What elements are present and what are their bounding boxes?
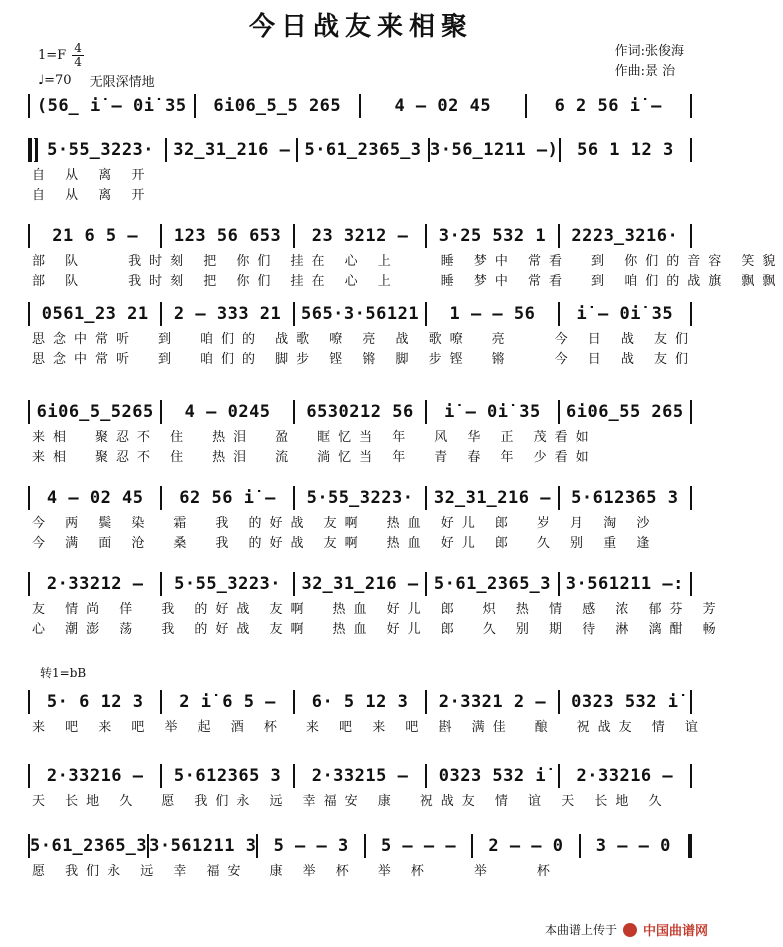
barline	[690, 138, 692, 162]
score-system	[28, 222, 783, 290]
measure: 4 – 02 45	[394, 96, 492, 116]
notation-line	[28, 398, 692, 426]
modulation-marking: 转1=bB	[40, 666, 87, 680]
score-system	[28, 762, 692, 810]
score-system	[28, 398, 692, 466]
score-system	[28, 688, 706, 736]
measure: 4 – 02 45	[46, 488, 144, 508]
barline	[690, 302, 692, 326]
measure: 5·61̲2365̲3	[433, 574, 551, 594]
footer-text: 本曲谱上传于	[544, 923, 617, 937]
measure: 0323 532 i̇	[438, 766, 547, 786]
time-signature-bottom: 4	[74, 55, 82, 69]
barline	[688, 834, 692, 858]
measure: 6i06̲5̲5 265	[213, 96, 342, 116]
measure: 5·55̲3223·	[174, 574, 282, 594]
measure: 5·612365 3	[571, 488, 679, 508]
lyric-line: 今 满 面 沧 桑 我 的好战 友啊 热血 好儿 郎 久 别 重 逢	[32, 536, 658, 551]
lyric-line: 部 队 我时刻 把 你们 挂在 心 上 睡 梦中 常看 到 你们的音容 笑貌	[32, 254, 783, 269]
lyric-line: 部 队 我时刻 把 你们 挂在 心 上 睡 梦中 常看 到 咱们的战旗 飘飘	[32, 274, 783, 289]
lyric-line: 友 情尚 佯 我 的好战 友啊 热血 好儿 郎 炽 热 情 感 浓 郁芬 芳	[32, 602, 724, 617]
measure: 6 2 56 i̇ –	[554, 96, 662, 116]
notation-line	[28, 222, 692, 250]
barline	[690, 764, 692, 788]
barline	[690, 400, 692, 424]
lyric-line: 自 从 离 开	[32, 168, 153, 183]
lyric-line: 天 长地 久 愿 我们永 远 幸福安 康 祝战友 情 谊 天 长地 久	[32, 794, 670, 809]
measure: 2·33216 –	[576, 766, 674, 786]
lyric-line: 今 两 鬓 染 霜 我 的好战 友啊 热血 好儿 郎 岁 月 淘 沙	[32, 516, 658, 531]
credits-block	[615, 42, 684, 82]
measure: 3·25 532 1	[438, 226, 547, 246]
song-title: 今日战友来相聚	[248, 12, 473, 42]
score-system	[28, 136, 692, 204]
measure: 2·33216 –	[46, 766, 144, 786]
barline	[28, 138, 32, 162]
barline	[690, 224, 692, 248]
measure: 2 – – 0	[488, 836, 564, 856]
key-signature: 1=F	[38, 48, 67, 63]
measure: 2 – 333 21	[173, 304, 282, 324]
barline	[690, 690, 692, 714]
lyric-line: 心 潮澎 荡 我 的好战 友啊 热血 好儿 郎 久 别 期 待 淋 漓酣 畅	[32, 622, 724, 637]
lyric-line: 来相 聚忍不 住 热泪 盈 眶忆当 年 风 华 正 茂看如	[32, 430, 597, 445]
measure: 565·3·56121	[300, 304, 420, 324]
measure: 5·55̲3223·	[306, 488, 414, 508]
notation-line	[28, 688, 692, 716]
composer: 作曲:景 治	[614, 64, 676, 79]
notation-line	[28, 136, 692, 164]
lyric-line: 来相 聚忍不 住 热泪 流 淌忆当 年 青 春 年 少看如	[32, 450, 597, 465]
measure: 2·33215 –	[311, 766, 409, 786]
measure: 2 i̇ 6 5 –	[179, 692, 276, 712]
lyricist: 作词:张俊海	[614, 44, 684, 59]
measure: (56̲ i̇ – 0i̇ 35	[36, 96, 187, 116]
measure: 23 3212 –	[311, 226, 409, 246]
notation-line	[28, 570, 692, 598]
barline	[690, 486, 692, 510]
measure: 32̲31̲216 –	[173, 140, 291, 160]
score-system	[28, 832, 692, 880]
measure: 5 – – –	[380, 836, 457, 856]
measure: 5·61̲2365̲3	[304, 140, 422, 160]
measure: 2·33212 –	[46, 574, 144, 594]
measure: 62 56 i̇ –	[179, 488, 276, 508]
measure: 6530212 56	[306, 402, 414, 422]
measure: 5 – – 3	[273, 836, 349, 856]
measure: 3·56̲1211 –)	[430, 140, 559, 160]
measure: 0323 532 i̇	[571, 692, 679, 712]
measure: 4 – 0245	[184, 402, 271, 422]
score-system	[28, 300, 697, 368]
lyric-line: 自 从 离 开	[32, 188, 153, 203]
measure: 6i06̲55 265	[566, 402, 684, 422]
score-system	[28, 570, 724, 638]
measure: 3·561211 –:	[565, 574, 684, 594]
measure: 5·61̲2365̲3	[30, 836, 148, 856]
notation-line	[28, 92, 692, 120]
measure: 5· 6 12 3	[46, 692, 144, 712]
measure: i̇ – 0i̇ 35	[576, 304, 674, 324]
measure: 2·3321 2 –	[438, 692, 547, 712]
measure: 56 1 12 3	[577, 140, 674, 160]
score-system	[28, 484, 692, 552]
key-tempo-block	[38, 42, 155, 90]
notation-line	[28, 300, 692, 328]
measure: 5·55̲3223·	[47, 140, 155, 160]
measure: 32̲31̲216 –	[301, 574, 419, 594]
measure: 1 – – 56	[449, 304, 536, 324]
footer	[545, 920, 708, 939]
measure: 32̲31̲216 –	[433, 488, 551, 508]
time-signature-top: 4	[74, 41, 82, 55]
measure: 6· 5 12 3	[311, 692, 409, 712]
measure: 0561̲23 21	[41, 304, 149, 324]
measure: 3·561211 3	[149, 836, 257, 856]
measure: 2223̲3216·	[571, 226, 679, 246]
lyric-line: 思念中常听 到 咱们的 脚步 铿 锵 脚 步铿 锵 今 日 战 友们	[32, 352, 697, 367]
lyric-line: 愿 我们永 远 幸 福安 康 举 杯 举 杯 举 杯	[32, 864, 558, 879]
measure: 123 56 653	[173, 226, 282, 246]
site-logo-icon	[623, 923, 637, 937]
lyric-line: 思念中常听 到 咱们的 战歌 嘹 亮 战 歌嘹 亮 今 日 战 友们	[32, 332, 697, 347]
measure: i̇ – 0i̇ 35	[444, 402, 541, 422]
expression-marking: 无限深情地	[89, 75, 155, 90]
measure: 21 6 5 –	[52, 226, 139, 246]
barline	[690, 572, 692, 596]
notation-line	[28, 832, 692, 860]
notation-line	[28, 484, 692, 512]
site-logo-text: 中国曲谱网	[642, 924, 708, 939]
measure: 5·612365 3	[173, 766, 282, 786]
measure: 3 – – 0	[595, 836, 671, 856]
lyric-line: 来 吧 来 吧 举 起 酒 杯 来 吧 来 吧 斟 满佳 酿 祝战友 情 谊	[32, 720, 706, 735]
barline	[690, 94, 692, 118]
measure: 6i06̲5̲5265	[36, 402, 154, 422]
tempo-marking: ♩=70	[38, 73, 72, 88]
time-signature	[72, 42, 84, 69]
notation-line	[28, 762, 692, 790]
score-system	[28, 92, 692, 120]
